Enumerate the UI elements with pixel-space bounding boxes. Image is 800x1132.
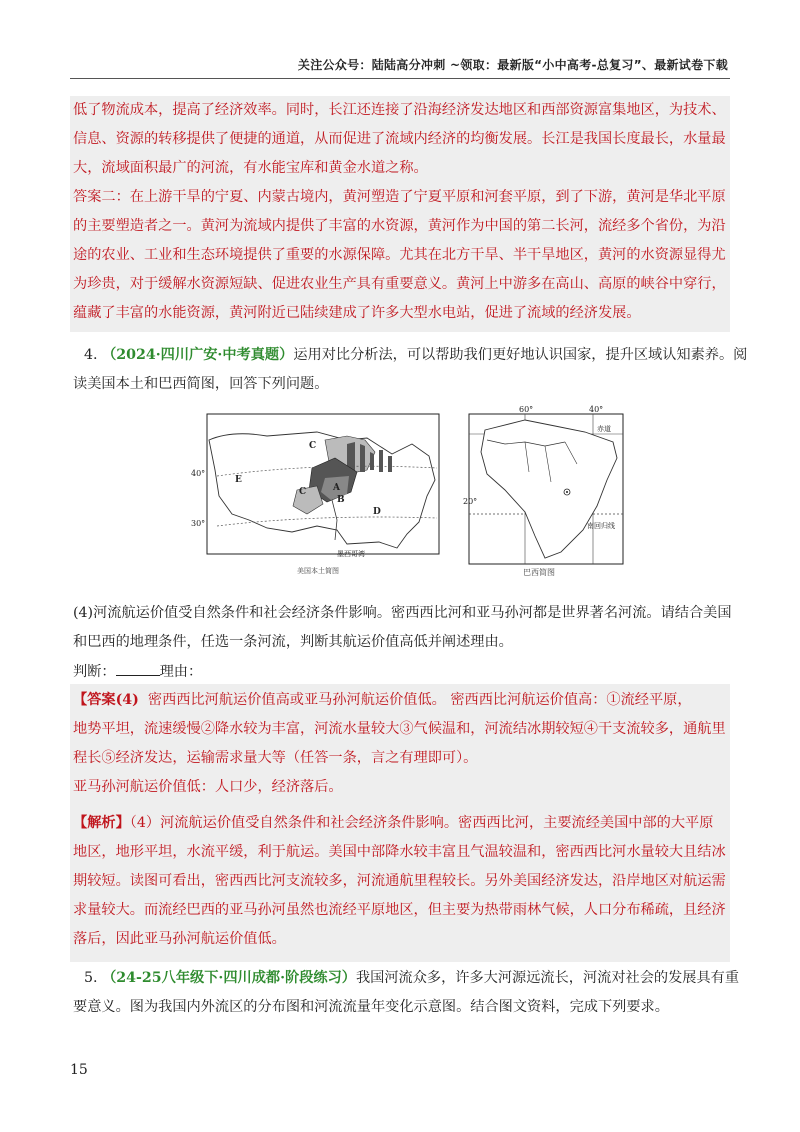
tropic-label: 南回归线 <box>587 522 615 530</box>
analysis-line: 期较短。读图可看出，密西西比河支流较多，河流通航里程较长。另外美国经济发达，沿岸地区对航运需 <box>73 873 726 889</box>
analysis-line: 求量较大。而流经巴西的亚马孙河虽然也流经平原地区，但主要为热带雨林气候，人口分布稀疏，且经济 <box>73 902 726 918</box>
region-label-c-lower: C <box>299 487 307 497</box>
region-label-c-upper: C <box>309 441 317 451</box>
analysis-line: 地区，地形平坦，水流平缓，利于航运。美国中部降水较丰富且气温较温和，密西西比河水量较大且结冰 <box>73 844 726 860</box>
lat-label-20: 20° <box>463 497 478 506</box>
answer-line: 答案二：在上游干旱的宁夏、内蒙古境内，黄河塑造了宁夏平原和河套平原，到了下游，黄河是华北平原 <box>73 189 726 205</box>
answer-line: 为珍贵，对于缓解水资源短缺、促进农业生产具有重要意义。黄河上中游多在高山、高原的峡谷中穿行， <box>73 276 726 292</box>
answer-line: 的主要塑造者之一。黄河为流域内提供了丰富的水资源，黄河作为中国的第二长河，流经多个省份，为沿 <box>73 218 726 234</box>
lon-label-40: 40° <box>589 405 604 414</box>
answer-line: 途的农业、工业和生态环境提供了重要的水源保障。尤其在北方干旱、半干旱地区，黄河的水资源显得尤 <box>73 247 726 263</box>
brazil-map-caption: 巴西简图 <box>523 568 555 577</box>
question-text: 运用对比分析法，可以帮助我们更好地认识国家，提升区域认知素养。阅 <box>293 347 748 363</box>
question-source: （2024·四川广安·中考真题） <box>102 347 294 363</box>
analysis-line <box>73 813 713 833</box>
equator-label: 赤道 <box>597 425 611 433</box>
brazil-map <box>465 402 627 578</box>
usa-map <box>191 410 442 578</box>
lon-label-60: 60° <box>519 405 534 414</box>
sub-question-text: 和巴西的地理条件，任选一条河流，判断其航运价值高低并阐述理由。 <box>73 634 513 650</box>
answer-blank-line <box>73 661 202 682</box>
answer-line: 蕴藏了丰富的水能资源，黄河附近已陆续建成了许多大型水电站，促进了流域的经济发展。 <box>73 305 641 321</box>
question-source: （24-25八年级下·四川成都·阶段练习） <box>102 970 356 986</box>
region-label-a: A <box>333 483 340 493</box>
page-number: 15 <box>70 1062 88 1078</box>
answer-line: 大，流域面积最广的河流，有水能宝库和黄金水道之称。 <box>73 160 428 176</box>
judge-blank[interactable] <box>116 661 160 676</box>
question-text: 要意义。图为我国内外流区的分布图和河流流量年变化示意图。结合图文资料，完成下列要求。 <box>73 999 669 1015</box>
region-label-b: B <box>337 495 345 505</box>
answer-line <box>73 690 692 710</box>
page-header: 关注公众号：陆陆高分冲刺 ~领取：最新版“小中高考-总复习”、最新试卷下载 <box>297 58 728 72</box>
question-number: 4. <box>84 347 98 363</box>
reason-label: 理由： <box>159 664 203 680</box>
header-rule <box>70 78 730 79</box>
judge-label: 判断： <box>73 664 116 680</box>
lat-label-40: 40° <box>191 469 206 478</box>
region-label-e: E <box>235 475 242 485</box>
region-label-d: D <box>373 507 381 517</box>
question-5-text <box>84 968 739 988</box>
answer-line: 信息、资源的转移提供了便捷的通道，从而促进了流域内经济的均衡发展。长江是我国长度最长，水量最 <box>73 131 726 147</box>
question-text: 读美国本土和巴西简图，回答下列问题。 <box>73 376 329 392</box>
analysis-tag: 【解析】 <box>73 815 130 831</box>
analysis-text: （4）河流航运价值受自然条件和社会经济条件影响。密西西比河，主要流经美国中部的大平原 <box>129 815 714 831</box>
answer-line: 地势平坦，流速缓慢②降水较为丰富，河流水量较大③气候温和，河流结冰期较短④干支流较多，通航里 <box>73 721 726 737</box>
answer-line: 亚马孙河航运价值低：人口少，经济落后。 <box>73 779 343 795</box>
sub-question-text: (4)河流航运价值受自然条件和社会经济条件影响。密西西比河和亚马孙河都是世界著名河流。请结合美国 <box>73 605 732 621</box>
question-text: 我国河流众多，许多大河源远流长，河流对社会的发展具有重 <box>355 970 740 986</box>
capital-dot <box>566 491 568 493</box>
answer-line: 程长⑤经济发达，运输需求量大等（任答一条，言之有理即可）。 <box>73 750 478 766</box>
analysis-line: 落后，因此亚马孙河航运价值低。 <box>73 931 286 947</box>
answer-text: 密西西比河航运价值高或亚马孙河航运价值低。 密西西比河航运价值高：①流经平原， <box>147 692 692 708</box>
answer-line: 低了物流成本，提高了经济效率。同时，长江还连接了沿海经济发达地区和西部资源富集地区，为技术、 <box>73 102 726 118</box>
question-number: 5. <box>84 970 98 986</box>
answer-tag: 【答案(4) <box>73 692 139 708</box>
gulf-label: 墨西哥湾 <box>337 550 365 558</box>
usa-map-caption: 美国本土简图 <box>297 567 339 575</box>
lat-label-30: 30° <box>191 519 206 528</box>
question-4-text <box>84 345 747 365</box>
